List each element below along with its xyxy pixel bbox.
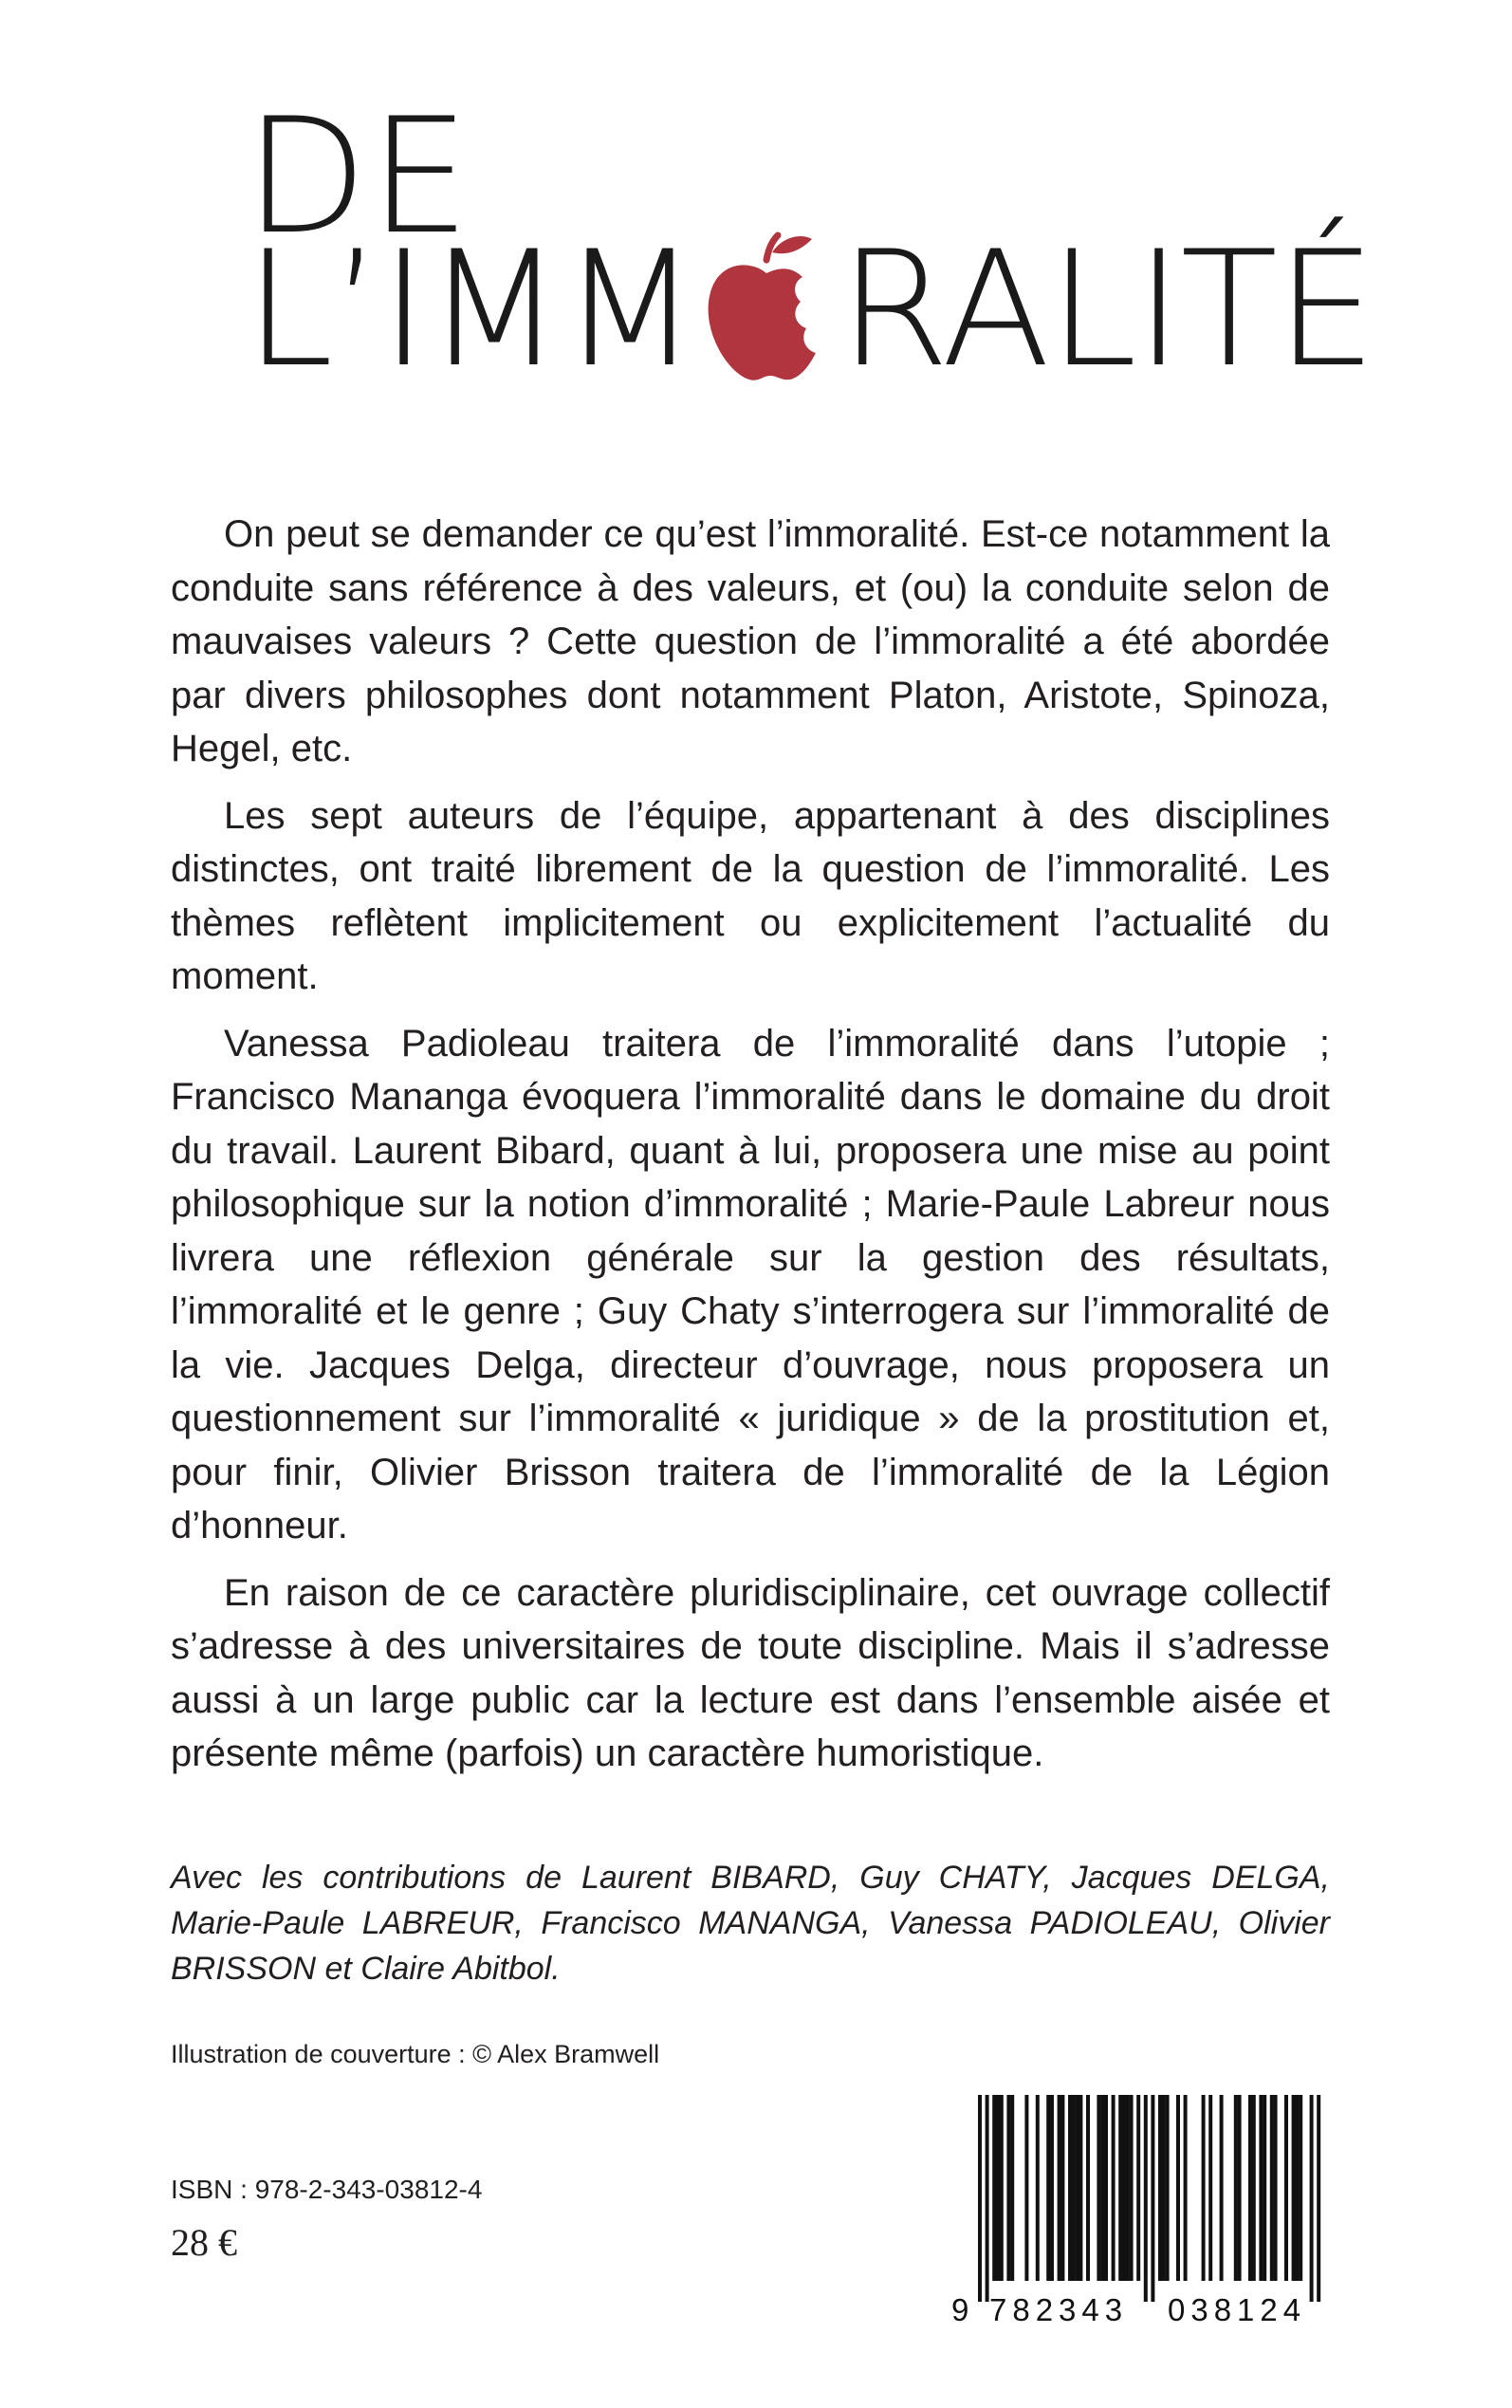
barcode-bar [1100, 2095, 1104, 2281]
barcode-bar [1176, 2095, 1180, 2281]
barcode-bar [1060, 2095, 1064, 2281]
barcode-bar [1122, 2095, 1126, 2281]
barcode-bar [1046, 2095, 1050, 2281]
barcode-bar [978, 2095, 982, 2302]
barcode-bar [1184, 2095, 1188, 2281]
barcode-bar [1144, 2095, 1148, 2302]
barcode-bar [1162, 2095, 1166, 2281]
barcode-bar [1076, 2095, 1079, 2281]
title-part-after-apple: RALITÉ [839, 216, 1375, 402]
barcode-bar [1126, 2095, 1130, 2281]
barcode-bar [1130, 2095, 1134, 2281]
barcode-bar [1058, 2095, 1061, 2281]
barcode-first-digit: 9 [951, 2292, 969, 2327]
cover-title-line-2 [245, 216, 1375, 402]
barcode-left-group: 782343 [989, 2292, 1129, 2327]
barcode-bar [1208, 2095, 1212, 2281]
barcode-bar [1248, 2095, 1252, 2281]
barcode-digits [951, 2292, 1342, 2330]
barcode-bar [1252, 2095, 1256, 2281]
blurb-paragraph: En raison de ce caractère pluridisciplinaire, cet ouvrage collectif s’adresse à des universitaires de toute discipline. Mais il s’adresse aussi à un large public car la lecture est dans l’ensemble aisée et présente même (parfois) un caractère humoristique. [171, 1571, 1330, 1774]
barcode-bar [992, 2095, 996, 2281]
barcode-bar [1097, 2095, 1100, 2281]
blurb-paragraph: On peut se demander ce qu’est l’immoralité. Est-ce notamment la conduite sans référence à des valeurs, et (ou) la conduite selon de mauvaises valeurs ? Cette question de l’immoralité a été abordée par divers philosophes dont notamment Platon, Aristote, Spinoza, Hegel, etc. [171, 513, 1330, 769]
barcode-bar [1292, 2095, 1296, 2281]
barcode-bar [1238, 2095, 1242, 2281]
back-cover-blurb [171, 508, 1330, 1794]
contributors-note: Avec les contributions de Laurent BIBARD, Guy CHATY, Jacques DELGA, Marie-Paule LABREUR, Francisco MANANGA, Vanessa PADIOLEAU, Olivier BRISSON et Claire Abitbol. [171, 1860, 1330, 1987]
barcode [951, 2095, 1342, 2330]
barcode-bar [986, 2095, 989, 2302]
barcode-bar [1295, 2095, 1299, 2281]
barcode-bar [1000, 2095, 1004, 2281]
barcode-bar [1220, 2095, 1224, 2281]
price-label: 28 € [171, 2221, 237, 2264]
barcode-bar [1072, 2095, 1076, 2281]
barcode-bar [1006, 2095, 1010, 2281]
barcode-bar [1158, 2095, 1162, 2281]
barcode-bar [1079, 2095, 1082, 2281]
barcode-bars [951, 2095, 1342, 2302]
barcode-bar [1050, 2095, 1054, 2281]
barcode-bar [1086, 2095, 1090, 2281]
barcode-bar [1068, 2095, 1072, 2281]
blurb-paragraph: Vanessa Padioleau traitera de l’immoralité dans l’utopie ; Francisco Mananga évoquera l’immoralité dans le domaine du droit du travail. Laurent Bibard, quant à lui, proposera une mise au point philosophique sur la notion d’immoralité ; Marie-Paule Labreur nous livrera une réflexion générale sur la gestion des résultats, l’immoralité et le genre ; Guy Chaty s’interrogera sur l’immoralité de la vie. Jacques Delga, directeur d’ouvrage, nous proposera un questionnement sur l’immoralité « juridique » de la prostitution et, pour finir, Olivier Brisson traitera de l’immoralité de la Légion d’honneur. [171, 1022, 1330, 1547]
isbn-number: ISBN : 978-2-343-03812-4 [171, 2175, 483, 2204]
barcode-bar [1284, 2095, 1288, 2281]
barcode-bar [1202, 2095, 1206, 2281]
barcode-bar [1234, 2095, 1238, 2281]
barcode-bar [1151, 2095, 1154, 2302]
barcode-bar [1104, 2095, 1108, 2281]
barcode-bar [1317, 2095, 1320, 2302]
barcode-bar [1263, 2095, 1266, 2281]
illustration-credit: Illustration de couverture : © Alex Bramwell [171, 2040, 660, 2068]
barcode-bar [1270, 2095, 1274, 2281]
barcode-bar [1274, 2095, 1278, 2281]
apple-icon [696, 239, 839, 381]
barcode-bar [1166, 2095, 1170, 2281]
barcode-bar [1036, 2095, 1040, 2281]
barcode-bar [1259, 2095, 1263, 2281]
barcode-bar [1112, 2095, 1116, 2281]
title-part-before-apple: L’IMM [245, 216, 697, 402]
barcode-bar [996, 2095, 1000, 2281]
barcode-bar [1024, 2095, 1028, 2281]
barcode-right-group: 038124 [1168, 2292, 1307, 2327]
barcode-bar [1310, 2095, 1314, 2302]
barcode-bar [1010, 2095, 1014, 2281]
blurb-paragraph: Les sept auteurs de l’équipe, appartenant à des disciplines distinctes, ont traité librement de la question de l’immoralité. Les thèmes reflètent implicitement ou explicitement l’actualité du moment. [171, 794, 1330, 997]
title-word-de: DE [245, 83, 472, 269]
barcode-bar [1299, 2095, 1302, 2281]
barcode-bar [1136, 2095, 1140, 2281]
barcode-bar [1118, 2095, 1122, 2281]
